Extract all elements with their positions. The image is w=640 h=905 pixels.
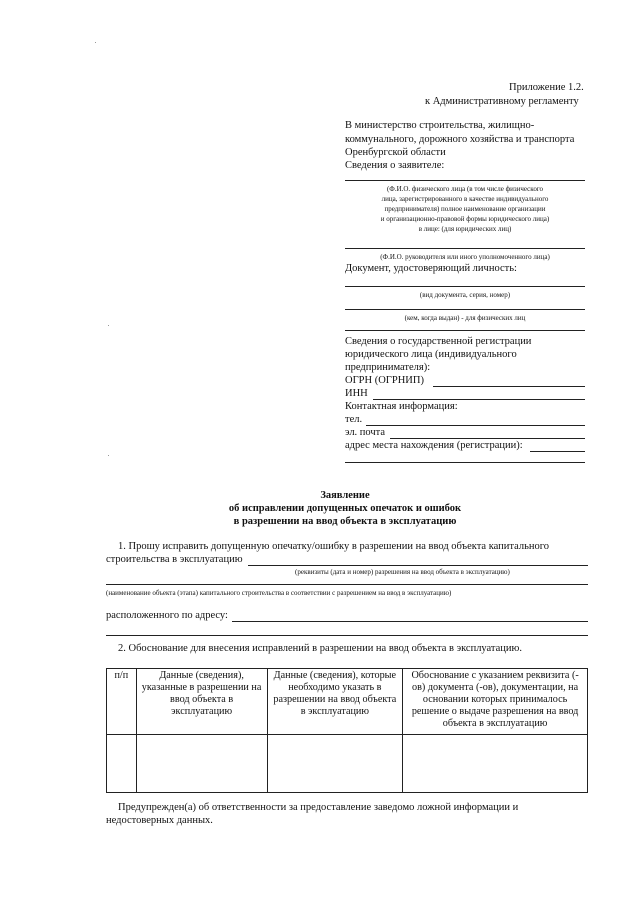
object-address-label: расположенного по адресу: <box>106 610 228 621</box>
permit-requisites-field[interactable] <box>248 565 588 566</box>
applicant-name-field[interactable] <box>345 180 585 181</box>
appendix-number: Приложение 1.2. <box>509 82 584 93</box>
representative-field[interactable] <box>345 248 585 249</box>
object-note: (наименование объекта (этапа) капитального строительства в соответствии с разрешением на ввод в эксплуатацию) <box>106 589 452 597</box>
inn-field[interactable] <box>373 399 585 400</box>
object-name-field[interactable] <box>106 584 588 585</box>
scan-speck <box>108 455 109 456</box>
document-number-field[interactable] <box>345 286 585 287</box>
addressee-line-2: коммунального, дорожного хозяйства и транспорта <box>345 134 575 145</box>
statement-subtitle-2: в разрешении на ввод объекта в эксплуатацию <box>233 516 457 527</box>
table-row <box>107 735 588 793</box>
email-label: эл. почта <box>345 427 386 438</box>
cell-current-data[interactable] <box>136 735 267 793</box>
statement-subtitle-1: об исправлении допущенных опечаток и ошибок <box>228 503 462 514</box>
registration-line-3: предпринимателя): <box>345 362 431 373</box>
corrections-table <box>106 668 588 793</box>
address-field[interactable] <box>530 451 585 452</box>
section1-line-2: строительства в эксплуатацию <box>106 554 243 565</box>
document-extra-field[interactable] <box>345 330 585 331</box>
header-current-data: Данные (сведения), указанные в разрешении на ввод объекта в эксплуатацию <box>136 669 267 735</box>
address-label: адрес места нахождения (регистрации): <box>345 440 523 451</box>
head-note: (Ф.И.О. руководителя или иного уполномоченного лица) <box>380 253 550 261</box>
addressee-line-1: В министерство строительства, жилищно- <box>345 120 535 131</box>
addressee-line-3: Оренбургской области <box>345 147 446 158</box>
ogrn-field[interactable] <box>433 386 585 387</box>
document-issuer-note: (кем, когда выдан) - для физических лиц <box>404 314 526 322</box>
cell-correct-data[interactable] <box>267 735 403 793</box>
registration-line-2: юридического лица (индивидуального <box>345 349 517 360</box>
registration-line-1: Сведения о государственной регистрации <box>345 336 532 347</box>
phone-field[interactable] <box>366 425 585 426</box>
fio-note-3: предпринимателя) полное наименование организации <box>384 205 546 213</box>
fio-note-5: в лице: (для юридических лиц) <box>418 225 512 233</box>
warning-line-1: Предупрежден(а) об ответственности за предоставление заведомо ложной информации и <box>118 802 519 813</box>
address-field-2[interactable] <box>345 462 585 463</box>
scan-speck <box>95 42 96 43</box>
requisites-note: (реквизиты (дата и номер) разрешения на ввод объекта в эксплуатацию) <box>295 568 510 576</box>
header-justification: Обоснование с указанием реквизита (-ов) документа (-ов), документации, на основании которых принималось решение о выдаче разрешения на ввод объекта в эксплуатацию <box>403 669 588 735</box>
warning-line-2: недостоверных данных. <box>106 815 213 826</box>
section2-line-1: 2. Обоснование для внесения исправлений в разрешении на ввод объекта в эксплуатацию. <box>118 643 523 654</box>
document-type-note: (вид документа, серия, номер) <box>419 291 511 299</box>
object-address-field[interactable] <box>232 621 588 622</box>
scan-speck <box>108 325 109 326</box>
document-issuer-field[interactable] <box>345 309 585 310</box>
statement-title: Заявление <box>320 490 370 501</box>
email-field[interactable] <box>390 438 585 439</box>
inn-label: ИНН <box>345 388 368 399</box>
table-header-row <box>107 669 588 735</box>
cell-number[interactable] <box>107 735 137 793</box>
section1-line-1: 1. Прошу исправить допущенную опечатку/ошибку в разрешении на ввод объекта капитального <box>118 541 550 552</box>
header-number: п/п <box>107 669 137 735</box>
fio-note-1: (Ф.И.О. физического лица (в том числе физического <box>386 185 544 193</box>
object-address-field-2[interactable] <box>106 635 588 636</box>
applicant-heading: Сведения о заявителе: <box>345 160 445 171</box>
header-correct-data: Данные (сведения), которые необходимо указать в разрешении на ввод объекта в эксплуатацию <box>267 669 403 735</box>
cell-justification[interactable] <box>403 735 588 793</box>
ogrn-label: ОГРН (ОГРНИП) <box>345 375 424 386</box>
fio-note-4: и организационно-правовой формы юридического лица) <box>380 215 550 223</box>
contact-label: Контактная информация: <box>345 401 458 412</box>
appendix-regulation: к Административному регламенту <box>425 96 579 107</box>
fio-note-2: лица, зарегистрированного в качестве индивидуального <box>381 195 549 203</box>
identity-document-label: Документ, удостоверяющий личность: <box>345 263 517 274</box>
phone-label: тел. <box>345 414 363 425</box>
